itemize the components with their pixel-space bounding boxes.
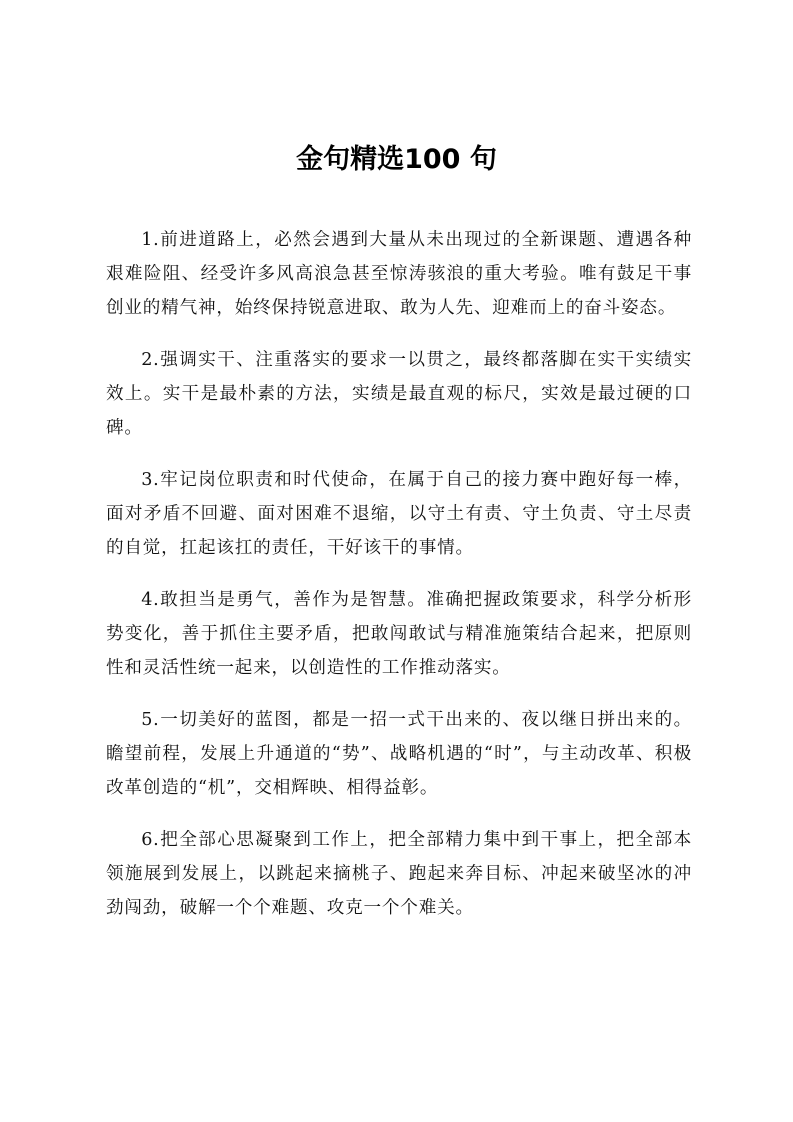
paragraph-5: 5.一切美好的蓝图，都是一招一式干出来的、夜以继日拼出来的。瞻望前程，发展上升通道的“势”、战略机遇的“时”，与主动改革、积极改革创造的“机”，交相辉映、相得益彰。 [106, 710, 692, 798]
paragraph-4: 4.敢担当是勇气，善作为是智慧。准确把握政策要求，科学分析形势变化，善于抓住主要矛盾，把敢闯敢试与精准施策结合起来，把原则性和灵活性统一起来，以创造性的工作推动落实。 [106, 590, 692, 678]
paragraph-3: 3.牢记岗位职责和时代使命，在属于自己的接力赛中跑好每一棒，面对矛盾不回避、面对困难不退缩，以守土有责、守土负责、守土尽责的自觉，扛起该扛的责任，干好该干的事情。 [106, 470, 692, 558]
paragraph-2: 2.强调实干、注重落实的要求一以贯之，最终都落脚在实干实绩实效上。实干是最朴素的方法，实绩是最直观的标尺，实效是最过硬的口碑。 [106, 350, 692, 438]
document-body [106, 223, 692, 943]
paragraph-1: 1.前进道路上，必然会遇到大量从未出现过的全新课题、遭遇各种艰难险阻、经受许多风高浪急甚至惊涛骇浪的重大考验。唯有鼓足干事创业的精气神，始终保持锐意进取、敢为人先、迎难而上的奋斗姿态。 [106, 230, 692, 318]
document-title: 金句精选100 句 [296, 144, 497, 175]
paragraph-6: 6.把全部心思凝聚到工作上，把全部精力集中到干事上，把全部本领施展到发展上，以跳起来摘桃子、跑起来奔目标、冲起来破坚冰的冲劲闯劲，破解一个个难题、攻克一个个难关。 [106, 830, 692, 918]
